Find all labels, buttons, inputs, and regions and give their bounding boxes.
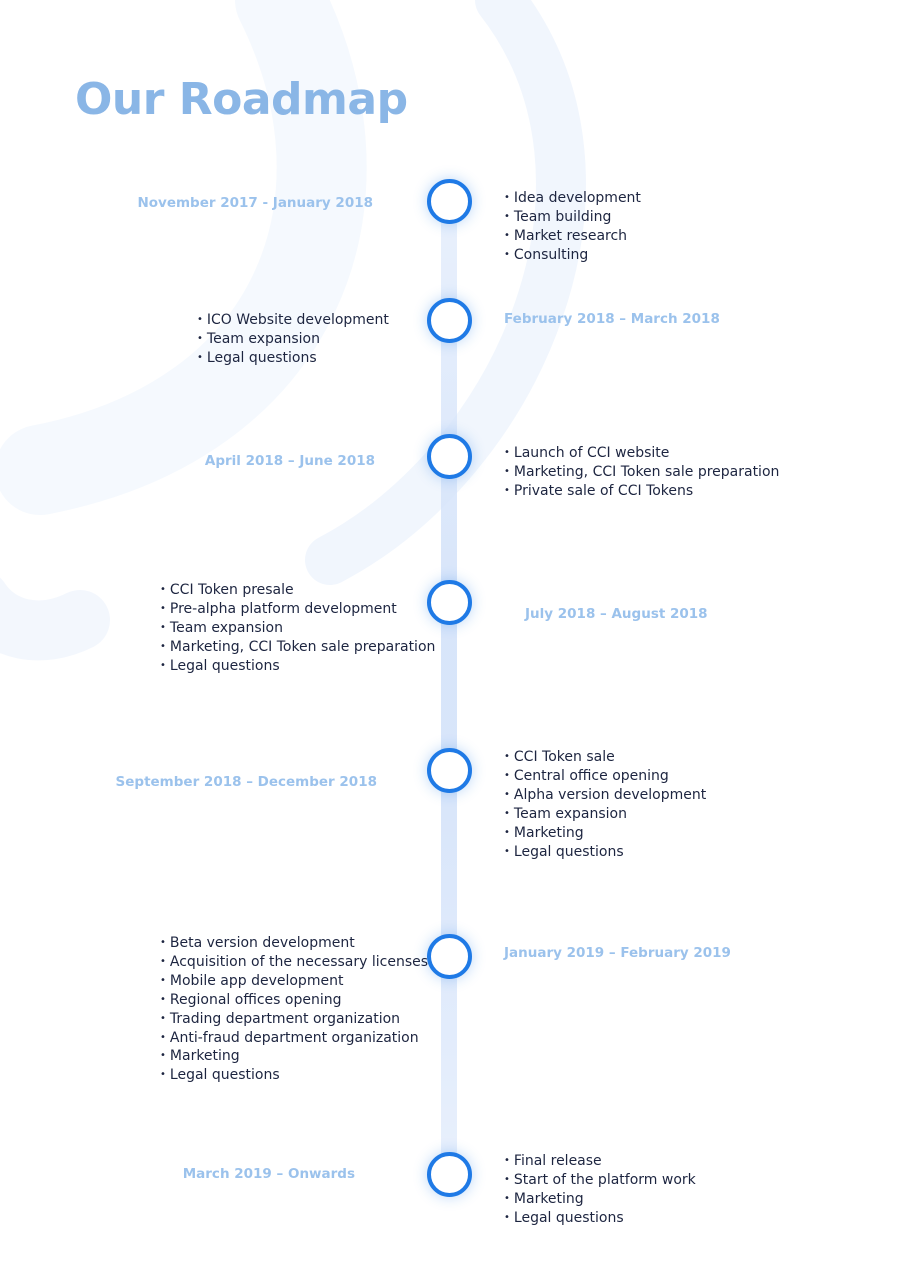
list-item: • Launch of CCI website [504,444,779,463]
milestone-date: September 2018 – December 2018 [115,774,377,790]
list-item: • Marketing, CCI Token sale preparation [504,463,779,482]
list-item: • Legal questions [160,1066,428,1085]
list-item: • Idea development [504,189,641,208]
list-item: • Acquisition of the necessary licenses [160,953,428,972]
milestone-list [504,748,706,861]
timeline-node [427,1152,472,1197]
milestone-date: April 2018 – June 2018 [204,453,375,469]
list-item: • Legal questions [504,1209,696,1228]
milestone-list [160,581,435,676]
list-item: • Regional offices opening [160,991,428,1010]
timeline-node [427,434,472,479]
milestone-date: July 2018 – August 2018 [525,606,708,622]
list-item: • Private sale of CCI Tokens [504,482,779,501]
list-item: • Legal questions [504,843,706,862]
list-item: • Trading department organization [160,1010,428,1029]
milestone-date: February 2018 – March 2018 [504,311,720,327]
list-item: • Team building [504,208,641,227]
list-item: • Marketing [504,1190,696,1209]
list-item: • Pre-alpha platform development [160,600,435,619]
list-item: • Anti-fraud department organization [160,1029,428,1048]
list-item: • ICO Website development [197,311,389,330]
page-title: Our Roadmap [75,74,408,125]
list-item: • Central office opening [504,767,706,786]
list-item: • Market research [504,227,641,246]
timeline-node [427,934,472,979]
timeline-node [427,748,472,793]
list-item: • Start of the platform work [504,1171,696,1190]
list-item: • Alpha version development [504,786,706,805]
list-item: • Consulting [504,246,641,265]
list-item: • Marketing, CCI Token sale preparation [160,638,435,657]
list-item: • CCI Token presale [160,581,435,600]
list-item: • Team expansion [504,805,706,824]
milestone-date: March 2019 – Onwards [182,1166,355,1182]
milestone-date: January 2019 – February 2019 [504,945,731,961]
milestone-list [197,311,389,368]
timeline-node [427,179,472,224]
list-item: • Team expansion [197,330,389,349]
list-item: • Team expansion [160,619,435,638]
milestone-date: November 2017 - January 2018 [137,195,373,211]
list-item: • Final release [504,1152,696,1171]
list-item: • Marketing [504,824,706,843]
list-item: • Beta version development [160,934,428,953]
milestone-list [504,189,641,265]
list-item: • Mobile app development [160,972,428,991]
list-item: • Marketing [160,1047,428,1066]
timeline-node [427,298,472,343]
milestone-list [504,444,779,501]
list-item: • CCI Token sale [504,748,706,767]
list-item: • Legal questions [197,349,389,368]
list-item: • Legal questions [160,657,435,676]
timeline-track [441,205,457,1180]
milestone-list [504,1152,696,1228]
milestone-list [160,934,428,1085]
